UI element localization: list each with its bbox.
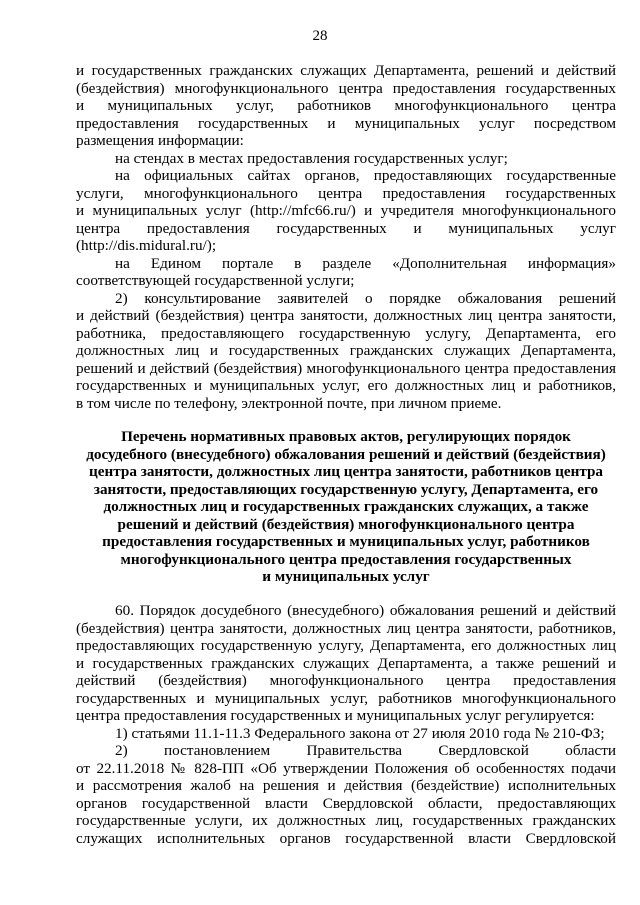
- page-number: 28: [312, 28, 328, 44]
- paragraph-line: государственных и муниципальных услуг, работников многофункционального: [76, 690, 616, 707]
- paragraph-line: 60. Порядок досудебного (внесудебного) обжалования решений и действий: [115, 602, 616, 619]
- paragraph-line: органов государственной власти Свердловской области, предоставляющих: [76, 795, 616, 812]
- section-heading-line: досудебного (внесудебного) обжалования решений и действий (бездействия): [86, 446, 606, 463]
- section-heading-line: и муниципальных услуг: [262, 568, 430, 585]
- section-heading-line: предоставления государственных и муниципальных услуг, работников: [102, 533, 590, 550]
- paragraph-line: (бездействия) многофункционального центра предоставления государственных: [76, 80, 616, 97]
- paragraph-line: на стендах в местах предоставления государственных услуг;: [115, 150, 508, 167]
- paragraph-line: и государственных гражданских служащих Департамента, решений и действий: [76, 62, 616, 79]
- section-heading-line: решений и действий (бездействия) многофункционального центра: [117, 516, 575, 533]
- paragraph-line: в том числе по телефону, электронной почте, при личном приеме.: [76, 395, 502, 412]
- paragraph-line: работника, предоставляющего государственную услугу, Департамента, его: [76, 325, 616, 342]
- paragraph-line: действий (бездействия) многофункционального центра предоставления: [76, 672, 616, 689]
- paragraph-line: решений и действий (бездействия) многофункционального центра предоставления: [76, 360, 616, 377]
- paragraph-line: и муниципальных услуг (http://mfc66.ru/) и учредителя многофункционального: [76, 202, 616, 219]
- paragraph-line: предоставляющих государственную услугу, Департамента, его должностных лиц: [76, 637, 616, 654]
- paragraph-line: и рассмотрения жалоб на решения и действия (бездействие) исполнительных: [76, 777, 616, 794]
- paragraph-line: и действий (бездействия) центра занятости, должностных лиц центра занятости,: [76, 307, 616, 324]
- paragraph-line: (http://dis.midural.ru/);: [76, 237, 217, 254]
- paragraph-line: предоставления государственных и муниципальных услуг посредством: [76, 115, 616, 132]
- paragraph-line: от 22.11.2018 № 828-ПП «Об утверждении Положения об особенностях подачи: [76, 760, 616, 777]
- paragraph-line: центра предоставления государственных и муниципальных услуг регулируется:: [76, 707, 595, 724]
- paragraph-line: государственные услуги, их должностных лиц, государственных гражданских: [76, 812, 616, 829]
- paragraph-line: должностных лиц и государственных гражданских служащих Департамента,: [76, 342, 616, 359]
- paragraph-line: и муниципальных услуг, работников многофункционального центра: [76, 97, 616, 114]
- paragraph-line: (бездействия) центра занятости, должностных лиц центра занятости, работников,: [76, 620, 616, 637]
- paragraph-line: соответствующей государственной услуги;: [76, 272, 355, 289]
- paragraph-line: служащих исполнительных органов государственной власти Свердловской: [76, 830, 616, 847]
- section-heading-line: центра занятости, должностных лиц центра занятости, работников центра: [88, 463, 604, 480]
- paragraph-line: центра предоставления государственных и муниципальных услуг: [76, 220, 616, 237]
- paragraph-line: и государственных гражданских служащих Департамента, а также решений и: [76, 655, 616, 672]
- paragraph-line: 2) консультирование заявителей о порядке обжалования решений: [115, 290, 616, 307]
- paragraph-line: 1) статьями 11.1-11.3 Федерального закона от 27 июля 2010 года № 210-ФЗ;: [115, 725, 605, 742]
- section-heading-line: должностных лиц и государственных гражданских служащих, а также: [103, 498, 589, 515]
- paragraph-line: на официальных сайтах органов, предоставляющих государственные: [115, 167, 616, 184]
- paragraph-line: государственных и муниципальных услуг, его должностных лиц и работников,: [76, 377, 616, 394]
- paragraph-line: на Едином портале в разделе «Дополнительная информация»: [115, 255, 616, 272]
- section-heading-line: занятости, предоставляющих государственную услугу, Департамента, его: [93, 481, 599, 498]
- paragraph-line: услуги, многофункционального центра предоставления государственных: [76, 185, 616, 202]
- section-heading-line: многофункционального центра предоставления государственных: [120, 551, 572, 568]
- paragraph-line: 2) постановлением Правительства Свердловской области: [115, 742, 616, 759]
- section-heading-line: Перечень нормативных правовых актов, регулирующих порядок: [121, 428, 571, 445]
- paragraph-line: размещения информации:: [76, 132, 244, 149]
